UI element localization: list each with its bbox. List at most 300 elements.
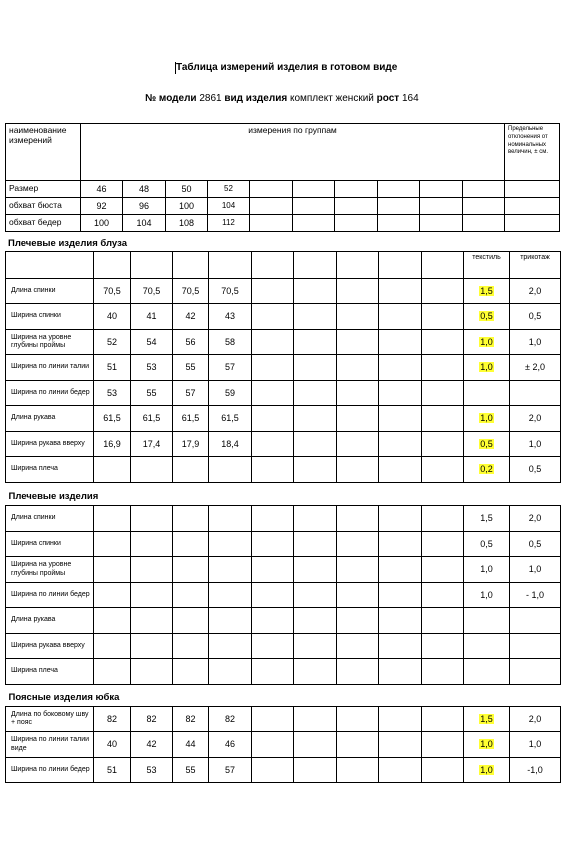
cell — [422, 707, 464, 732]
cell: 100 — [166, 198, 208, 215]
cell: 82 — [94, 707, 131, 732]
cell — [131, 506, 173, 532]
cell — [209, 634, 252, 659]
cell — [252, 758, 294, 783]
cell — [252, 252, 294, 279]
section-title-blouse: Плечевые изделия блуза — [8, 238, 127, 249]
document-subtitle — [145, 93, 419, 104]
knit-tolerance: 0,5 — [510, 532, 561, 557]
cell: 52 — [94, 330, 131, 355]
cell — [209, 457, 252, 483]
cell — [422, 279, 464, 304]
cell — [250, 181, 293, 198]
cell — [422, 608, 464, 634]
table-row — [6, 758, 561, 783]
textile-tolerance: 0,2 — [480, 464, 493, 475]
cell: 58 — [209, 330, 252, 355]
knit-tolerance — [510, 634, 561, 659]
cell — [378, 181, 420, 198]
cell — [252, 304, 294, 330]
section-title-row — [6, 483, 561, 506]
cell — [335, 215, 378, 232]
row-label: обхват бюста — [6, 198, 81, 215]
row-label: Ширина плеча — [6, 659, 94, 685]
cell — [422, 457, 464, 483]
cell: 56 — [173, 330, 209, 355]
cell — [294, 457, 337, 483]
cell — [422, 330, 464, 355]
cell — [294, 557, 337, 583]
table-row — [6, 532, 561, 557]
cell: 40 — [94, 304, 131, 330]
knit-tolerance: 1,0 — [510, 330, 561, 355]
row-label: Ширина по линии бедер — [6, 583, 94, 608]
cell: 54 — [131, 330, 173, 355]
table-row — [6, 506, 561, 532]
cell — [422, 557, 464, 583]
cell — [173, 659, 209, 685]
cell — [379, 381, 422, 406]
table-row — [6, 330, 561, 355]
cell: 17,9 — [173, 432, 209, 457]
cell — [422, 355, 464, 381]
cell — [337, 532, 379, 557]
cell — [337, 634, 379, 659]
textile-tolerance — [464, 608, 510, 634]
cell — [337, 304, 379, 330]
cell — [379, 406, 422, 432]
cell — [379, 608, 422, 634]
cell: 42 — [131, 732, 173, 758]
cell: 104 — [208, 198, 250, 215]
cell — [379, 532, 422, 557]
knit-tolerance: 2,0 — [510, 506, 561, 532]
knit-header: трикотаж — [510, 252, 561, 279]
table-row — [6, 198, 560, 215]
textile-tolerance: 0,5 — [480, 438, 493, 449]
row-label: Ширина по линии бедер — [6, 758, 94, 783]
textile-tolerance: 1,5 — [464, 506, 510, 532]
cell — [337, 557, 379, 583]
cell: 57 — [209, 355, 252, 381]
knit-tolerance: 0,5 — [510, 304, 561, 330]
table-row — [6, 634, 561, 659]
cell — [422, 406, 464, 432]
cell — [252, 732, 294, 758]
cell: 70,5 — [209, 279, 252, 304]
cell — [94, 634, 131, 659]
cell — [379, 457, 422, 483]
cell: 96 — [123, 198, 166, 215]
knit-tolerance: 1,0 — [510, 432, 561, 457]
cell: 52 — [208, 181, 250, 198]
textile-tolerance: 1,5 — [480, 285, 493, 296]
groups-header: измерения по группам — [81, 124, 505, 181]
table-row — [6, 659, 561, 685]
cell — [294, 608, 337, 634]
cell: 44 — [173, 732, 209, 758]
cell: 51 — [94, 758, 131, 783]
cell — [337, 252, 379, 279]
cell — [337, 406, 379, 432]
knit-tolerance: 1,0 — [510, 557, 561, 583]
cell: 46 — [209, 732, 252, 758]
cell: 61,5 — [94, 406, 131, 432]
cell — [252, 381, 294, 406]
textile-tolerance: 1,0 — [464, 583, 510, 608]
cell — [294, 758, 337, 783]
cell — [173, 506, 209, 532]
table-row — [6, 583, 561, 608]
cell — [422, 758, 464, 783]
knit-tolerance: 1,0 — [510, 732, 561, 758]
cell: 43 — [209, 304, 252, 330]
cell — [173, 532, 209, 557]
cell — [173, 557, 209, 583]
textile-tolerance — [464, 659, 510, 685]
cell — [252, 659, 294, 685]
table-row — [6, 732, 561, 758]
row-label: Длина рукава — [6, 406, 94, 432]
cell — [209, 252, 252, 279]
cell — [294, 330, 337, 355]
cell — [422, 252, 464, 279]
knit-tolerance: ± 2,0 — [510, 355, 561, 381]
cell — [379, 634, 422, 659]
type-value: комплект женский — [289, 93, 374, 104]
row-label: Ширина на уровне глубины проймы — [6, 330, 94, 355]
cell — [294, 583, 337, 608]
cell: 70,5 — [94, 279, 131, 304]
cell: 70,5 — [131, 279, 173, 304]
cell — [293, 198, 335, 215]
cell — [337, 732, 379, 758]
cell — [209, 583, 252, 608]
cell — [420, 215, 463, 232]
cell: 53 — [131, 355, 173, 381]
cell — [294, 659, 337, 685]
textile-tolerance — [464, 381, 510, 406]
cell — [293, 181, 335, 198]
row-label: Длина рукава — [6, 608, 94, 634]
table-row — [6, 557, 561, 583]
cell — [337, 355, 379, 381]
row-label: обхват бедер — [6, 215, 81, 232]
cell: 16,9 — [94, 432, 131, 457]
cell — [173, 634, 209, 659]
row-label: Длина спинки — [6, 506, 94, 532]
textile-tolerance — [464, 634, 510, 659]
cell — [422, 732, 464, 758]
knit-tolerance — [510, 659, 561, 685]
table-row — [6, 406, 561, 432]
table-row — [6, 707, 561, 732]
cell — [379, 583, 422, 608]
cell — [131, 608, 173, 634]
cell: 55 — [173, 355, 209, 381]
cell — [173, 583, 209, 608]
cell — [252, 557, 294, 583]
cell: 53 — [131, 758, 173, 783]
cell — [378, 198, 420, 215]
section-title-row — [6, 685, 561, 707]
cell: 50 — [166, 181, 208, 198]
cell — [209, 532, 252, 557]
cell: 42 — [173, 304, 209, 330]
model-value: 2861 — [199, 93, 222, 104]
cell: 55 — [131, 381, 173, 406]
knit-tolerance: -1,0 — [510, 758, 561, 783]
cell: 57 — [209, 758, 252, 783]
cell — [294, 406, 337, 432]
cell — [337, 659, 379, 685]
cell — [294, 732, 337, 758]
knit-tolerance — [510, 381, 561, 406]
cell — [293, 215, 335, 232]
textile-tolerance: 1,5 — [480, 713, 493, 724]
cell — [422, 634, 464, 659]
cell — [209, 557, 252, 583]
cell — [294, 381, 337, 406]
cell — [209, 608, 252, 634]
cell — [294, 506, 337, 532]
cell — [252, 406, 294, 432]
knit-tolerance: 0,5 — [510, 457, 561, 483]
table-row — [6, 279, 561, 304]
row-label: Размер — [6, 181, 81, 198]
cell — [252, 330, 294, 355]
row-label: Длина спинки — [6, 279, 94, 304]
cell — [294, 707, 337, 732]
cell — [252, 608, 294, 634]
knit-tolerance: 2,0 — [510, 707, 561, 732]
cell — [294, 279, 337, 304]
cell — [379, 279, 422, 304]
cell — [294, 252, 337, 279]
row-label: Ширина на уровне глубины проймы — [6, 557, 94, 583]
row-label: Ширина рукава вверху — [6, 634, 94, 659]
cell — [94, 252, 131, 279]
sizes-header-row — [6, 124, 560, 181]
cell — [337, 279, 379, 304]
cell — [131, 252, 173, 279]
cell: 70,5 — [173, 279, 209, 304]
textile-tolerance: 0,5 — [480, 311, 493, 322]
cell — [252, 432, 294, 457]
textile-tolerance: 1,0 — [480, 336, 493, 347]
cell — [379, 355, 422, 381]
cell — [252, 279, 294, 304]
textile-tolerance: 1,0 — [480, 362, 493, 373]
table-row — [6, 304, 561, 330]
cell: 82 — [173, 707, 209, 732]
cell — [379, 557, 422, 583]
cell — [94, 557, 131, 583]
cell — [131, 457, 173, 483]
cell: 112 — [208, 215, 250, 232]
height-label: рост — [376, 93, 400, 104]
textile-tolerance: 0,5 — [464, 532, 510, 557]
cell — [337, 330, 379, 355]
cell — [94, 583, 131, 608]
cell — [337, 608, 379, 634]
table-row — [6, 381, 561, 406]
table-row — [6, 355, 561, 381]
cell — [335, 198, 378, 215]
cell — [173, 608, 209, 634]
table-row — [6, 608, 561, 634]
cell — [422, 304, 464, 330]
cell — [378, 215, 420, 232]
table-row — [6, 215, 560, 232]
deviation-header: Предельные отклонения от номинальных величин, ± см. — [505, 124, 560, 181]
cell — [505, 215, 560, 232]
cell — [337, 457, 379, 483]
model-label: № модели — [145, 93, 197, 104]
cell — [379, 732, 422, 758]
knit-tolerance: 2,0 — [510, 406, 561, 432]
cell — [131, 659, 173, 685]
cell: 100 — [81, 215, 123, 232]
cell — [131, 532, 173, 557]
document-title: Таблица измерений изделия в готовом виде — [176, 62, 398, 73]
cell — [252, 457, 294, 483]
cell — [463, 181, 505, 198]
cell — [6, 252, 94, 279]
textile-header: текстиль — [464, 252, 510, 279]
type-label: вид изделия — [224, 93, 288, 104]
cell — [337, 758, 379, 783]
cell — [252, 506, 294, 532]
textile-tolerance: 1,0 — [480, 764, 493, 775]
cell: 17,4 — [131, 432, 173, 457]
cell: 18,4 — [209, 432, 252, 457]
cell — [250, 198, 293, 215]
cell — [252, 634, 294, 659]
cell — [420, 181, 463, 198]
table-row — [6, 181, 560, 198]
cell — [379, 659, 422, 685]
cell — [463, 215, 505, 232]
cell: 46 — [81, 181, 123, 198]
row-label: Ширина по линии талии виде — [6, 732, 94, 758]
cell — [422, 381, 464, 406]
sizes-table — [5, 123, 560, 232]
cell: 104 — [123, 215, 166, 232]
row-label: Длина по боковому шву + пояс — [6, 707, 94, 732]
cell: 82 — [131, 707, 173, 732]
cell — [337, 506, 379, 532]
section-title-skirt: Поясные изделия юбка — [6, 685, 561, 707]
cell — [422, 659, 464, 685]
cell — [379, 304, 422, 330]
row-label: Ширина спинки — [6, 304, 94, 330]
height-value: 164 — [401, 93, 419, 104]
cell — [131, 583, 173, 608]
cell — [337, 381, 379, 406]
cell — [294, 634, 337, 659]
row-label: Ширина плеча — [6, 457, 94, 483]
measurements-table — [5, 251, 561, 783]
textile-tolerance: 1,0 — [480, 413, 493, 424]
cell — [337, 707, 379, 732]
textile-tolerance: 1,0 — [480, 739, 493, 750]
cell: 61,5 — [209, 406, 252, 432]
cell — [335, 181, 378, 198]
row-label: Ширина спинки — [6, 532, 94, 557]
cell: 48 — [123, 181, 166, 198]
cell — [94, 532, 131, 557]
cell: 53 — [94, 381, 131, 406]
cell: 108 — [166, 215, 208, 232]
cell — [94, 659, 131, 685]
cell — [252, 355, 294, 381]
cell — [379, 252, 422, 279]
cell — [294, 304, 337, 330]
row-label: Ширина рукава вверху — [6, 432, 94, 457]
cell — [422, 532, 464, 557]
cell — [379, 758, 422, 783]
textile-tolerance: 1,0 — [464, 557, 510, 583]
cell — [422, 583, 464, 608]
cell: 61,5 — [173, 406, 209, 432]
cell — [173, 252, 209, 279]
cell: 59 — [209, 381, 252, 406]
cell: 82 — [209, 707, 252, 732]
cell: 40 — [94, 732, 131, 758]
cell — [337, 583, 379, 608]
row-label: Ширина по линии бедер — [6, 381, 94, 406]
section-title-shoulder: Плечевые изделия — [6, 483, 561, 506]
cell: 51 — [94, 355, 131, 381]
cell — [422, 506, 464, 532]
knit-tolerance: - 1,0 — [510, 583, 561, 608]
knit-tolerance: 2,0 — [510, 279, 561, 304]
cell — [209, 659, 252, 685]
row-label: Ширина по линии талии — [6, 355, 94, 381]
cell: 41 — [131, 304, 173, 330]
cell — [173, 457, 209, 483]
cell — [294, 432, 337, 457]
cell: 61,5 — [131, 406, 173, 432]
cell — [252, 707, 294, 732]
cell — [337, 432, 379, 457]
cell — [250, 215, 293, 232]
cell — [131, 557, 173, 583]
cell — [131, 634, 173, 659]
cell — [94, 506, 131, 532]
cell — [422, 432, 464, 457]
table-row — [6, 432, 561, 457]
table-row — [6, 457, 561, 483]
cell — [94, 457, 131, 483]
cell — [379, 506, 422, 532]
cell — [463, 198, 505, 215]
cell — [420, 198, 463, 215]
knit-tolerance — [510, 608, 561, 634]
cell — [252, 583, 294, 608]
cell — [209, 506, 252, 532]
tolerance-header-row — [6, 252, 561, 279]
cell: 55 — [173, 758, 209, 783]
cell — [252, 532, 294, 557]
cell — [379, 707, 422, 732]
cell — [294, 355, 337, 381]
cell — [294, 532, 337, 557]
cell: 57 — [173, 381, 209, 406]
cell — [505, 198, 560, 215]
cell — [379, 432, 422, 457]
